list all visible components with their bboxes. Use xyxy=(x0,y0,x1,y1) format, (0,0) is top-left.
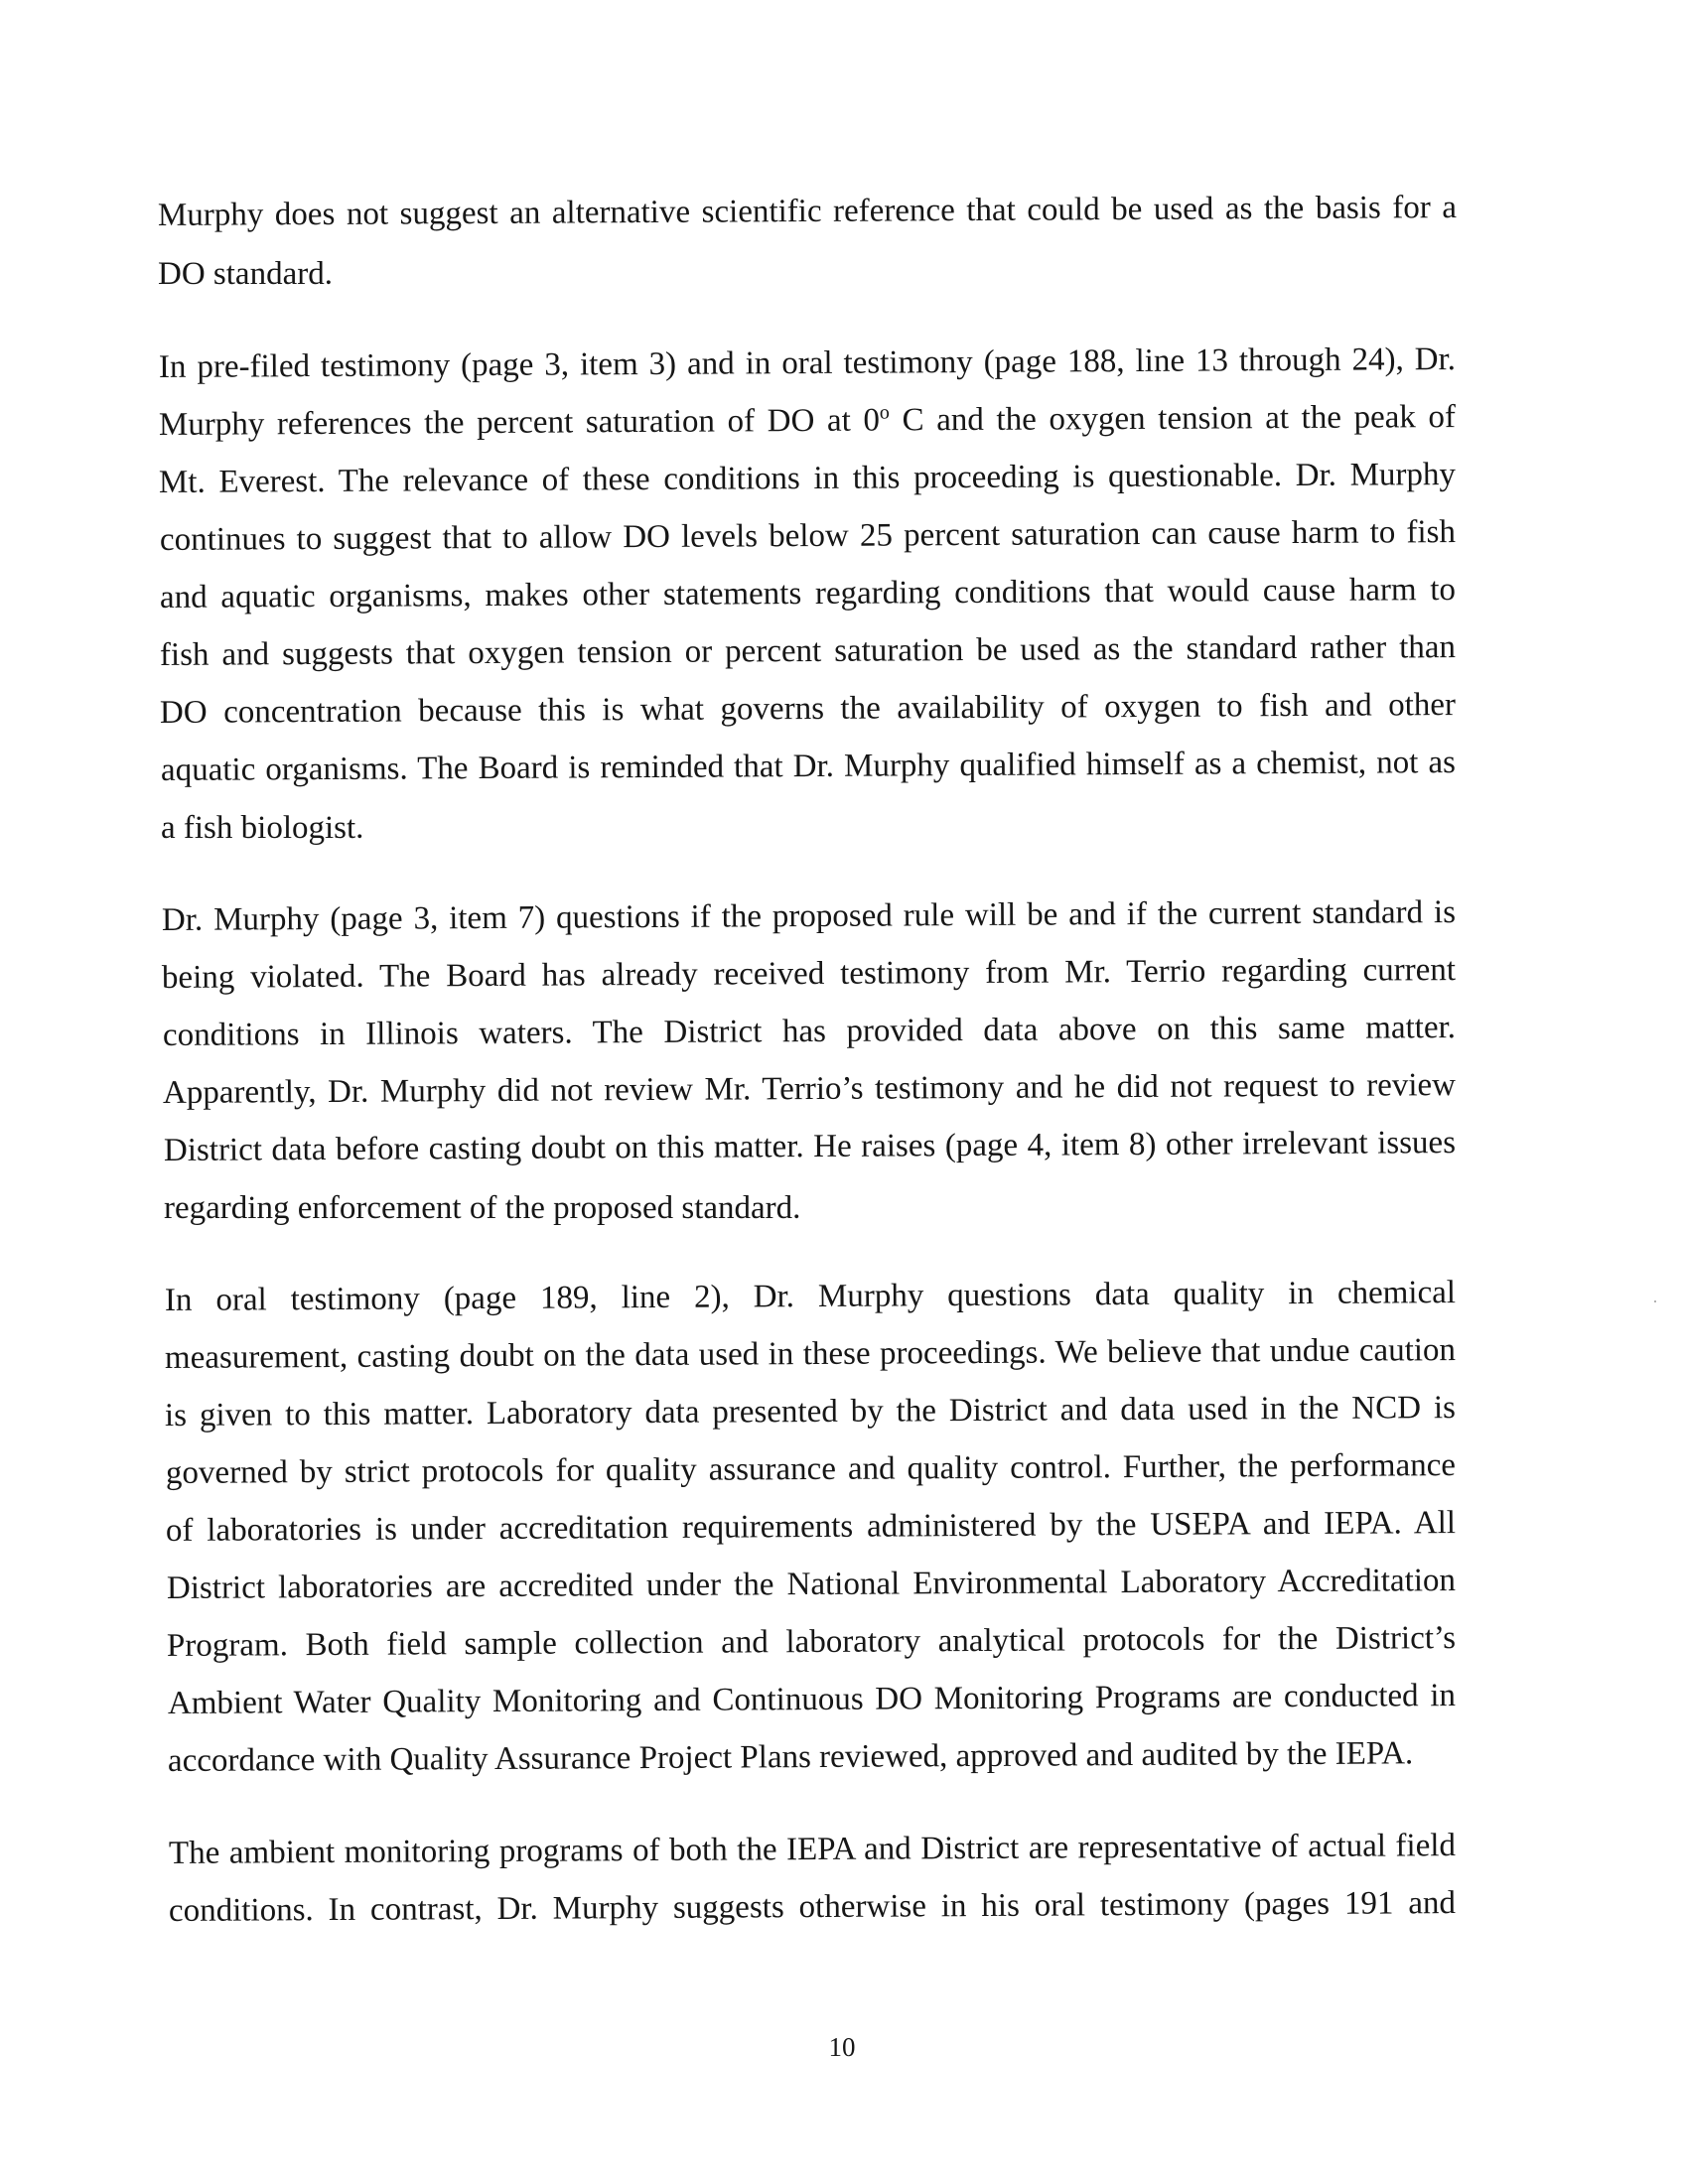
text-line: In oral testimony (page 189, line 2), Dr. Murphy questions data quality in chemical xyxy=(164,1275,1457,1318)
text-line: Mt. Everest. The relevance of these conditions in this proceeding is questionable. Dr. Murphy xyxy=(158,457,1457,500)
text-line: governed by strict protocols for quality assurance and quality control. Further, the performance xyxy=(165,1447,1457,1491)
text-line: measurement, casting doubt on the data used in these proceedings. We believe that undue caution xyxy=(164,1332,1457,1376)
text-line: Murphy does not suggest an alternative scientific reference that could be used as the basis for a xyxy=(157,190,1458,233)
text-line: conditions. In contrast, Dr. Murphy suggests otherwise in his oral testimony (pages 191 and xyxy=(168,1885,1457,1929)
text-line: conditions in Illinois waters. The District has provided data above on this same matter. xyxy=(162,1010,1457,1053)
text-line: Ambient Water Quality Monitoring and Continuous DO Monitoring Programs are conducted in xyxy=(167,1678,1457,1721)
text-line: The ambient monitoring programs of both the IEPA and District are representative of actual field xyxy=(168,1828,1457,1871)
text-line: regarding enforcement of the proposed standard. xyxy=(164,1190,801,1226)
text-line: is given to this matter. Laboratory data presented by the District and data used in the NCD is xyxy=(164,1390,1457,1433)
text-line: DO concentration because this is what governs the availability of oxygen to fish and other xyxy=(159,687,1457,731)
text-line: aquatic organisms. The Board is reminded that Dr. Murphy qualified himself as a chemist, not as xyxy=(160,745,1457,788)
text-line: District data before casting doubt on this matter. He raises (page 4, item 8) other irrelevant issues xyxy=(163,1125,1457,1168)
text-line: Program. Both field sample collection and laboratory analytical protocols for the District’s xyxy=(166,1620,1457,1664)
text-line: continues to suggest that to allow DO levels below 25 percent saturation can cause harm to fish xyxy=(159,514,1457,558)
text-line: being violated. The Board has already received testimony from Mr. Terrio regarding current xyxy=(161,952,1457,996)
scan-speck xyxy=(1654,1300,1656,1302)
text-line: In pre-filed testimony (page 3, item 3) and in oral testimony (page 188, line 13 through 24), Dr. xyxy=(158,341,1457,385)
text-line: District laboratories are accredited under the National Environmental Laboratory Accreditation xyxy=(166,1563,1457,1606)
text-line: and aquatic organisms, makes other statements regarding conditions that would cause harm to xyxy=(159,572,1457,615)
text-line: accordance with Quality Assurance Project Plans reviewed, approved and audited by the IEPA. xyxy=(167,1735,1414,1779)
text-line: fish and suggests that oxygen tension or percent saturation be used as the standard rather than xyxy=(159,629,1457,673)
page-number: 10 xyxy=(828,2032,856,2062)
text-line: Murphy references the percent saturation of DO at 0$^o$ C and the oxygen tension at the peak of xyxy=(158,399,1457,443)
text-line: DO standard. xyxy=(158,256,333,292)
text-line: Dr. Murphy (page 3, item 7) questions if the proposed rule will be and if the current standard is xyxy=(161,894,1457,938)
text-line: a fish biologist. xyxy=(161,810,364,846)
text-line: Apparently, Dr. Murphy did not review Mr. Terrio’s testimony and he did not request to review xyxy=(162,1067,1457,1111)
text-line: of laboratories is under accreditation requirements administered by the USEPA and IEPA. All xyxy=(165,1505,1457,1549)
